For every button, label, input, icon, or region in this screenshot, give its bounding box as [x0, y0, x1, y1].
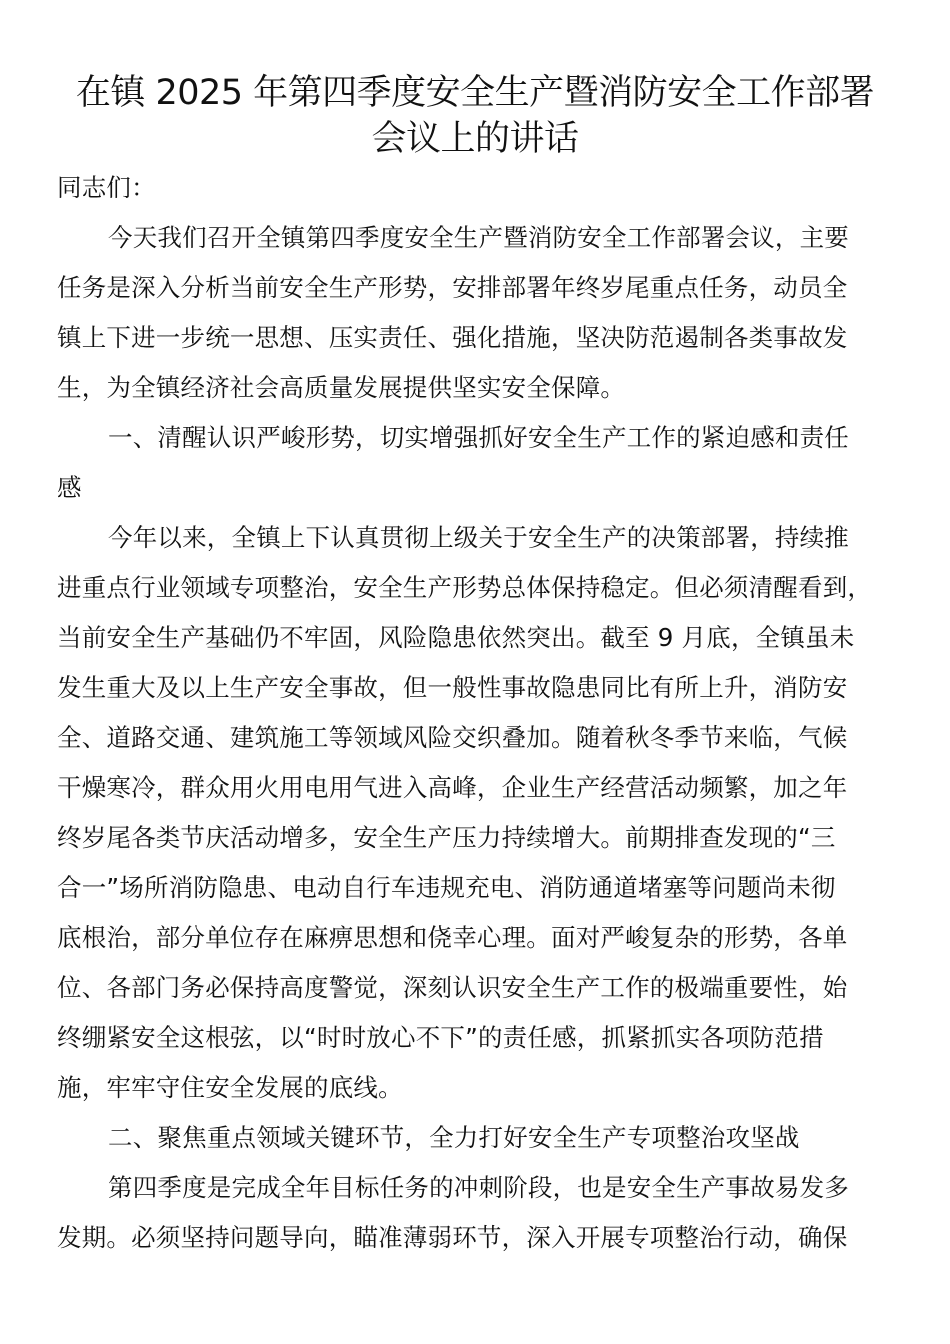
- paragraph-line: 进重点行业领域专项整治，安全生产形势总体保持稳定。但必须清醒看到，: [57, 573, 873, 602]
- paragraph-line: 全、道路交通、建筑施工等领域风险交织叠加。随着秋冬季节来临，气候: [57, 723, 848, 752]
- section-heading-line: 感: [57, 473, 82, 502]
- section-heading-line: 一、清醒认识严峻形势，切实增强抓好安全生产工作的紧迫感和责任: [108, 423, 849, 452]
- paragraph-line: 发生重大及以上生产安全事故，但一般性事故隐患同比有所上升，消防安: [57, 673, 848, 702]
- document-title-line-1: 在镇 2025 年第四季度安全生产暨消防安全工作部署: [75, 73, 875, 113]
- paragraph-line: 干燥寒冷，群众用火用电用气进入高峰，企业生产经营活动频繁，加之年: [57, 773, 848, 802]
- paragraph-line: 位、各部门务必保持高度警觉，深刻认识安全生产工作的极端重要性，始: [57, 973, 848, 1002]
- paragraph-line: 镇上下进一步统一思想、压实责任、强化措施，坚决防范遏制各类事故发: [57, 323, 848, 352]
- paragraph-line: 今年以来，全镇上下认真贯彻上级关于安全生产的决策部署，持续推: [108, 523, 849, 552]
- paragraph-line: 底根治，部分单位存在麻痹思想和侥幸心理。面对严峻复杂的形势，各单: [57, 923, 848, 952]
- salutation: 同志们：: [57, 173, 156, 202]
- paragraph-line: 终绷紧安全这根弦，以“时时放心不下”的责任感，抓紧抓实各项防范措: [57, 1023, 824, 1052]
- paragraph-line: 发期。必须坚持问题导向，瞄准薄弱环节，深入开展专项整治行动，确保: [57, 1223, 848, 1252]
- paragraph-line: 终岁尾各类节庆活动增多，安全生产压力持续增大。前期排查发现的“三: [57, 823, 836, 852]
- section-heading-line: 二、聚焦重点领域关键环节，全力打好安全生产专项整治攻坚战: [108, 1123, 800, 1152]
- document-title-line-2: 会议上的讲话: [371, 119, 579, 159]
- paragraph-line: 任务是深入分析当前安全生产形势，安排部署年终岁尾重点任务，动员全: [57, 273, 848, 302]
- paragraph-line: 合一”场所消防隐患、电动自行车违规充电、消防通道堵塞等问题尚未彻: [57, 873, 836, 902]
- paragraph-line: 当前安全生产基础仍不牢固，风险隐患依然突出。截至 9 月底，全镇虽未: [57, 623, 855, 652]
- paragraph-line: 第四季度是完成全年目标任务的冲刺阶段，也是安全生产事故易发多: [108, 1173, 849, 1202]
- paragraph-line: 生，为全镇经济社会高质量发展提供坚实安全保障。: [57, 373, 626, 402]
- paragraph-line: 今天我们召开全镇第四季度安全生产暨消防安全工作部署会议，主要: [108, 223, 849, 252]
- paragraph-line: 施，牢牢守住安全发展的底线。: [57, 1073, 403, 1102]
